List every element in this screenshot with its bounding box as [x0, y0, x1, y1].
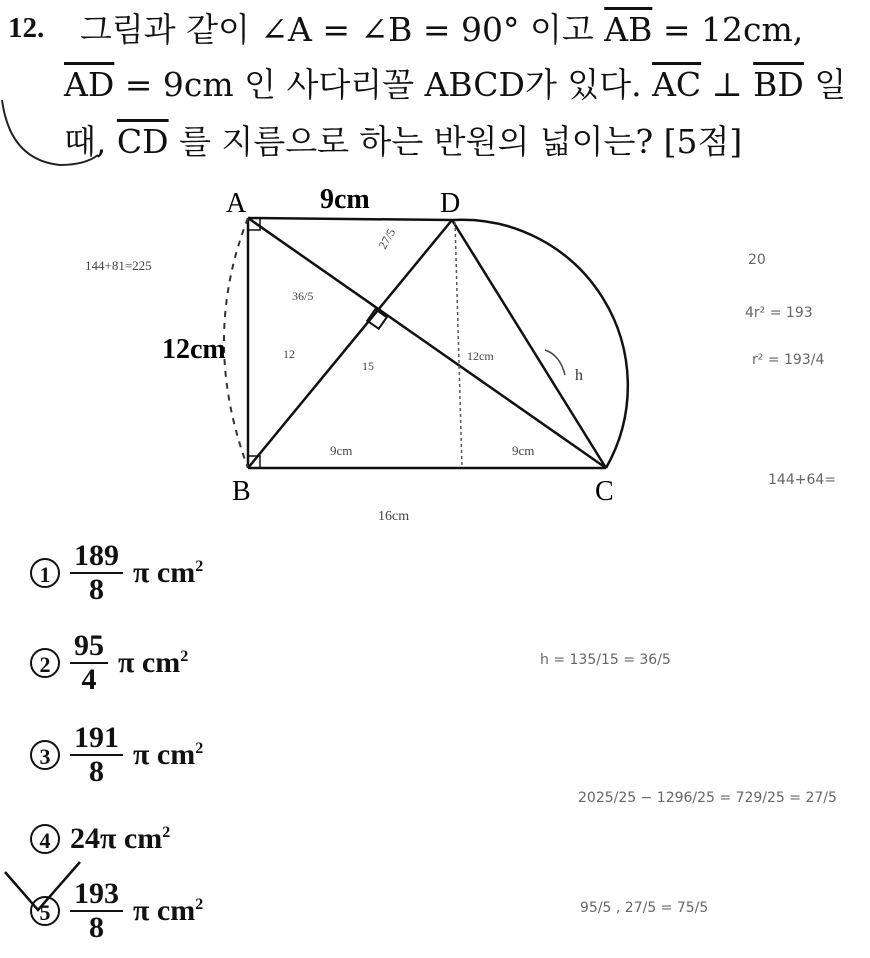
segment-cd: $\overline{CD}$	[116, 122, 169, 161]
question-line-3	[64, 122, 742, 162]
note-15: 15	[362, 359, 374, 373]
choice-unit: π $cm^2$	[133, 556, 204, 589]
choice-3[interactable]	[30, 722, 203, 788]
choice-fraction: $\frac{191}{8}$	[70, 722, 123, 788]
perp-symbol: ⊥	[701, 65, 754, 104]
side-cd	[452, 220, 606, 468]
scratch-r2: 4r² = 193	[745, 305, 813, 321]
note-h: h	[575, 367, 583, 384]
side-ad	[248, 218, 452, 220]
note-12cm: 12cm	[467, 349, 494, 363]
question-text: 그림과 같이 ∠A = ∠B = 90° 이고	[80, 10, 605, 49]
question-text: = 9cm 인 사다리꼴 ABCD가 있다.	[114, 65, 653, 104]
note-12: 12	[283, 347, 295, 361]
segment-ab: $\overline{AB}$	[604, 10, 653, 49]
segment-ac: $\overline{AC}$	[652, 65, 702, 104]
choice-4[interactable]	[30, 822, 170, 856]
note-27-5: 27/5	[375, 226, 399, 252]
scratch-calc3: 95/5 , 27/5 = 75/5	[580, 900, 709, 916]
height-line	[455, 222, 462, 468]
label-c: C	[595, 476, 614, 507]
trapezoid-figure	[0, 170, 870, 550]
pencil-arc	[0, 40, 100, 180]
question-text: 때,	[64, 122, 117, 161]
choice-fraction: $\frac{189}{8}$	[70, 540, 123, 606]
label-d: D	[440, 188, 461, 219]
choice-number: 3	[30, 740, 60, 770]
scratch-r3: r² = 193/4	[752, 352, 825, 368]
choice-number: 4	[30, 824, 60, 854]
choice-unit: π $cm^2$	[133, 894, 204, 927]
label-b: B	[232, 476, 251, 507]
scratch-r1: 20	[748, 252, 766, 268]
question-text: = 12cm,	[652, 10, 804, 49]
choice-number: 1	[30, 558, 60, 588]
choice-number: 5	[30, 896, 60, 926]
angle-arc	[545, 350, 565, 375]
label-12cm: 12cm	[162, 334, 226, 365]
note-16cm: 16cm	[378, 509, 410, 524]
choice-2[interactable]	[30, 630, 188, 696]
note-9cm-a: 9cm	[330, 443, 353, 458]
note-9cm-b: 9cm	[512, 443, 535, 458]
diagonal-ac	[248, 218, 606, 468]
choice-unit: π $cm^2$	[118, 646, 189, 679]
note-left-calc: 144+81=225	[85, 258, 152, 273]
diagonal-bd	[248, 220, 452, 468]
question-text: 일	[803, 65, 847, 104]
label-a: A	[226, 188, 247, 219]
scratch-h-calc: h = 135/15 = 36/5	[540, 652, 671, 668]
choice-value: 24π $cm^2$	[70, 822, 171, 855]
choice-fraction: $\frac{95}{4}$	[70, 630, 108, 696]
label-9cm: 9cm	[320, 184, 370, 215]
choice-1[interactable]	[30, 540, 203, 606]
left-brace	[224, 218, 248, 468]
check-mark	[0, 860, 90, 920]
segment-ad: $\overline{AD}$	[64, 65, 115, 104]
scratch-calc2: 2025/25 − 1296/25 = 729/25 = 27/5	[578, 790, 837, 806]
question-line-1	[80, 10, 803, 50]
note-36-5: 36/5	[292, 289, 314, 303]
choice-fraction: $\frac{193}{8}$	[70, 878, 123, 944]
scratch-r4: 144+64=	[768, 472, 836, 488]
question-text: 를 지름으로 하는 반원의 넓이는? [5점]	[168, 122, 743, 161]
choice-number: 2	[30, 648, 60, 678]
choice-unit: π $cm^2$	[133, 738, 204, 771]
segment-bd: $\overline{BD}$	[753, 65, 804, 104]
question-line-2	[64, 65, 846, 105]
semicircle	[452, 220, 628, 468]
question-number: 12.	[8, 12, 45, 44]
